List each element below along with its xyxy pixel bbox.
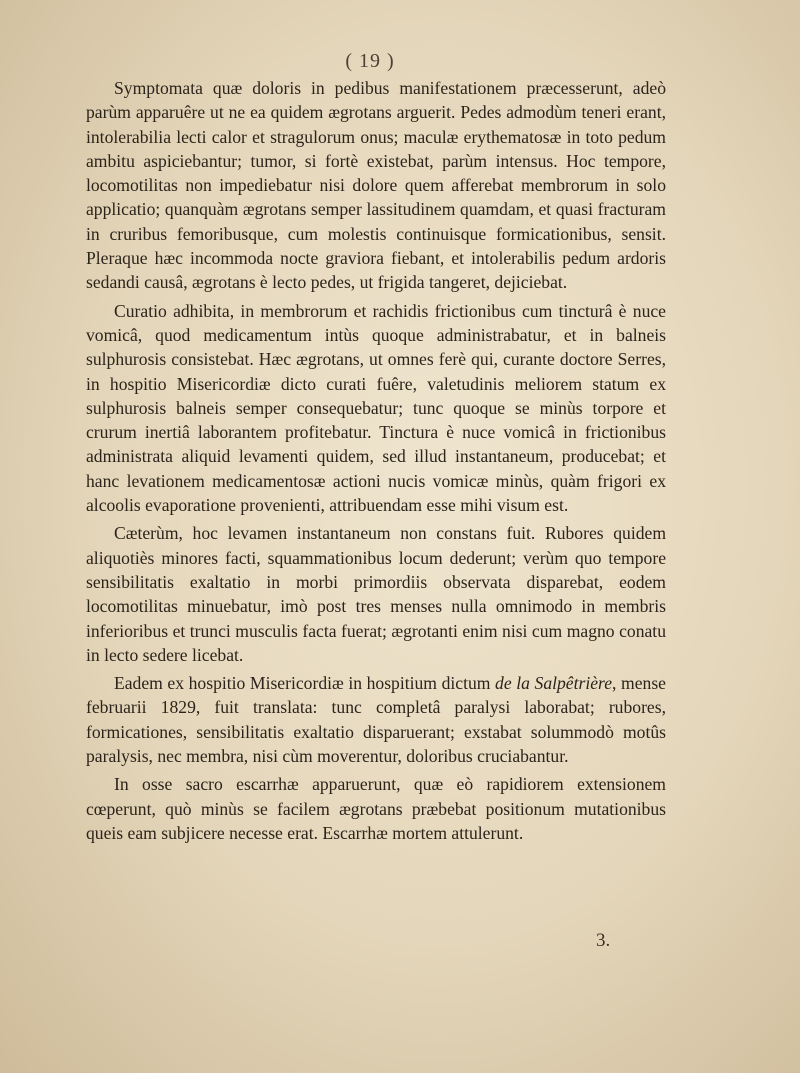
- signature-mark: 3.: [596, 930, 611, 951]
- paragraph-1: Symptomata quæ doloris in pedibus manifestationem præcesserunt, adeò parùm apparuêre ut ne ea quidem ægrotans arguerit. Pedes admodùm teneri erant, intolerabilia lecti calor et stragulorum onus; maculæ erythematosæ in toto pedum ambitu aspiciebantur; tumor, si fortè existebat, parùm intensus. Hoc tempore, locomotilitas non impediebatur nisi dolore quem afferebat membrorum in solo applicatio; quanquàm ægrotans semper lassitudinem quamdam, et quasi fracturam in cruribus femoribusque, cum molestis continuisque formicationibus, sensit. Pleraque hæc incommoda nocte graviora fiebant, et intolerabilis pedum ardoris sedandi causâ, ægrotans è lecto pedes, ut frigida tangeret, dejiciebat.: [86, 78, 666, 293]
- paragraph-3: Cæterùm, hoc levamen instantaneum non constans fuit. Rubores quidem aliquotiès minores facti, squammationibus locum dederunt; verùm quo tempore sensibilitatis exaltatio in morbi primordiis observata disparebat, eodem locomotilitas minuebatur, imò post tres menses nulla omnimodo in membris inferioribus et trunci musculis facta fuerat; ægrotanti enim nisi cum magno conatu in lecto sedere licebat.: [86, 523, 666, 665]
- paragraph-4-rest: , mense februarii 1829, fuit translata: tunc completâ paralysi laborabat; rubores, formicationes, sensibilitatis exaltatio disparuerant; exstabat solummodò motûs paralysis, nec membra, nisi cùm moverentur, doloribus cruciabantur.: [86, 673, 666, 767]
- paragraph-2: Curatio adhibita, in membrorum et rachidis frictionibus cum tincturâ è nuce vomicâ, quod medicamentum intùs quoque administrabatur, et in balneis sulphurosis consistebat. Hæc ægrotans, ut omnes ferè qui, curante doctore Serres, in hospitio Misericordiæ dicto curati fuêre, valetudinis meliorem statum ex sulphurosis balneis semper consequebatur; tunc quoque se minùs torpore et crurum inertiâ laborantem profitebatur. Tinctura è nuce vomicâ in frictionibus administrata aliquid levamenti quidem, sed illud instantaneum, producebat; et hanc levationem medicamentosæ actioni nucis vomicæ minùs, quàm frigori ex alcoolis evaporatione provenienti, attribuendam esse mihi visum est.: [86, 300, 666, 516]
- paragraph-5: In osse sacro escarrhæ apparuerunt, quæ eò rapidiorem extensionem cœperunt, quò minùs se facilem ægrotans præbebat positionum mutationibus queis eam subjicere necesse erat. Escarrhæ mortem attulerunt.: [86, 774, 666, 843]
- text-body: [86, 76, 666, 845]
- page-number: ( 19 ): [345, 50, 395, 72]
- paragraph-4-italic: de la Salpêtrière: [495, 673, 613, 694]
- paragraph-4-start: Eadem ex hospitio Misericordiæ in hospitium dictum: [114, 673, 491, 694]
- paragraph-4: [86, 671, 666, 768]
